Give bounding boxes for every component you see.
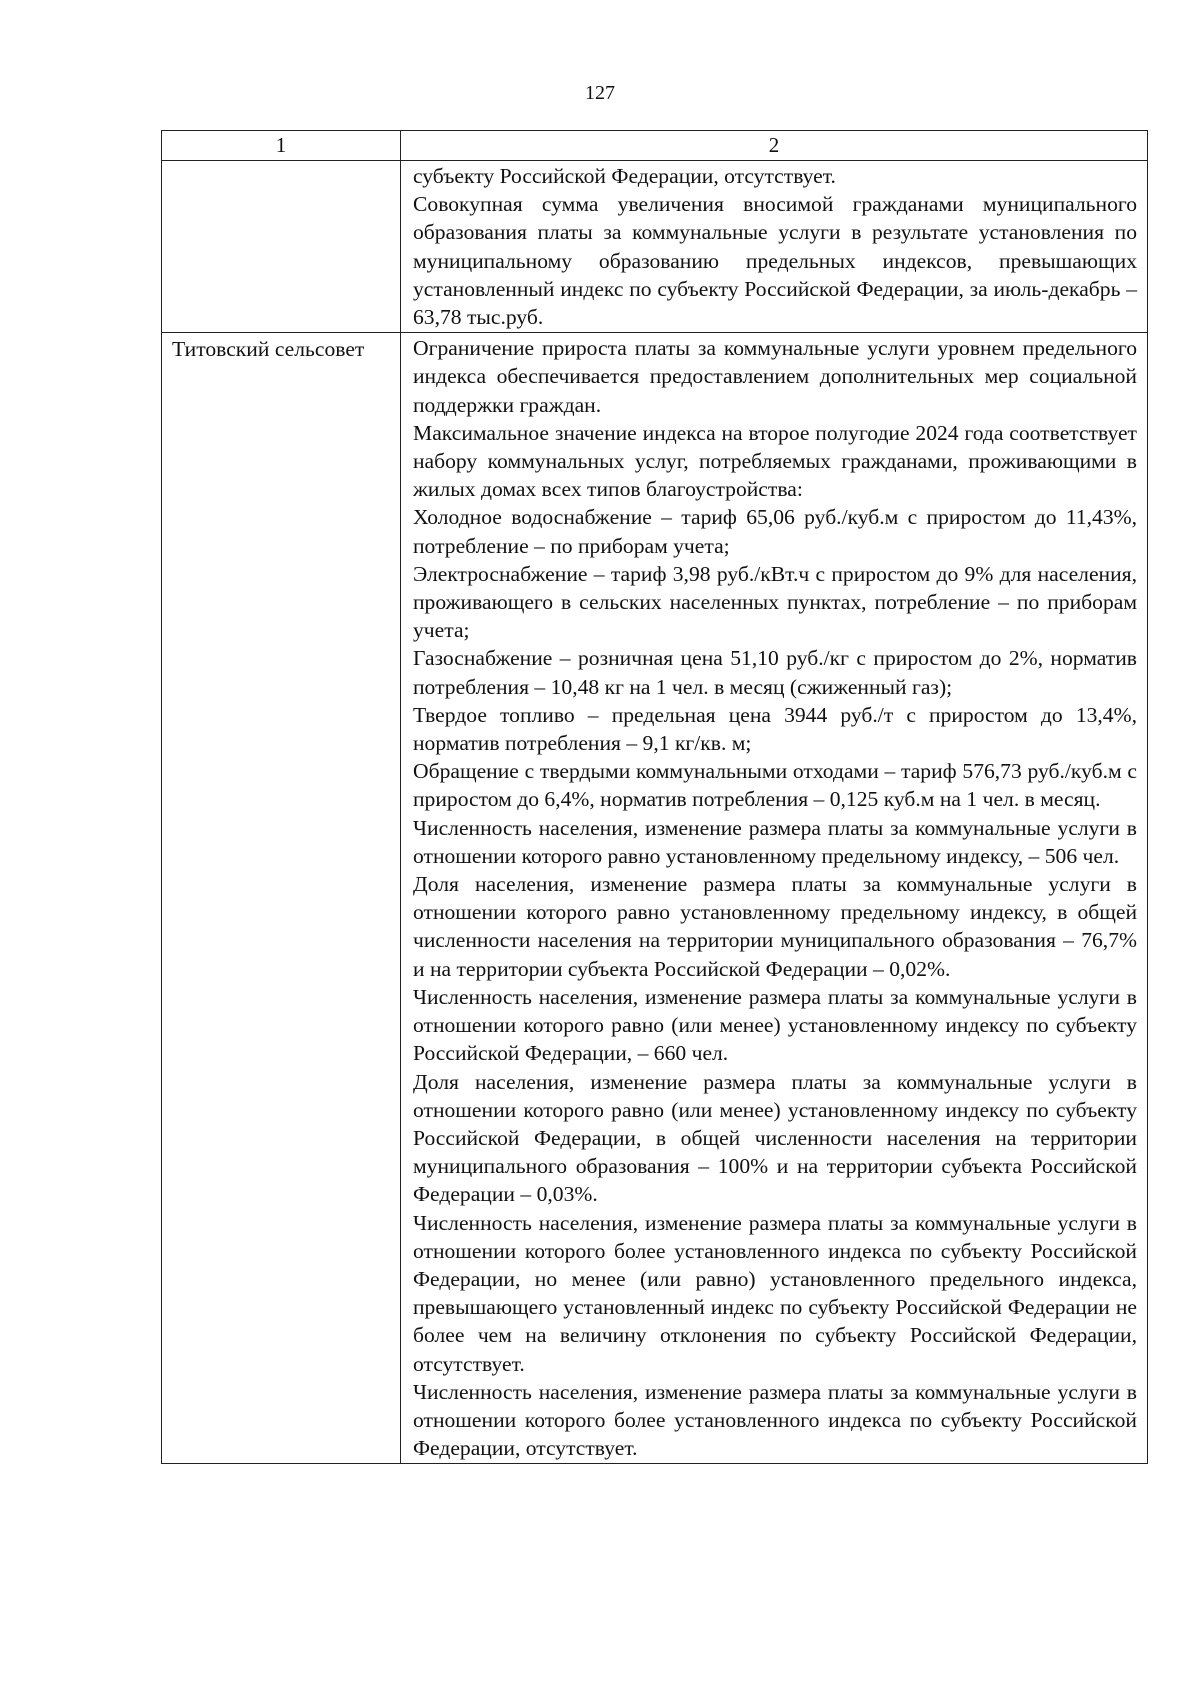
municipality-cell — [162, 333, 401, 1464]
column-header-1: 1 — [162, 131, 401, 161]
table-row — [162, 333, 1148, 1464]
paragraph: Совокупная сумма увеличения вносимой гражданами муниципального образования платы за коммунальные услуги в результате установления по муниципальному образованию предельных индексов, превышающих установленный индекс по субъекту Российской Федерации, за июль-декабрь – 63,78 тыс.руб. — [413, 192, 1137, 330]
paragraph: Обращение с твердыми коммунальными отходами – тариф 576,73 руб./куб.м с приростом до 6,4%, норматив потребления – 0,125 куб.м на 1 чел. в месяц. — [413, 759, 1137, 812]
paragraph: Доля населения, изменение размера платы за коммунальные услуги в отношении которого равно (или менее) установленному индексу по субъекту Российской Федерации, в общей численности населения на территории муниципального образования – 100% и на территории субъекта Российской Федерации – 0,03%. — [413, 1069, 1137, 1207]
paragraph: Газоснабжение – розничная цена 51,10 руб./кг с приростом до 2%, норматив потребления – 10,48 кг на 1 чел. в месяц (сжиженный газ); — [413, 646, 1137, 699]
municipal-index-table — [161, 130, 1148, 1464]
paragraph: Холодное водоснабжение – тариф 65,06 руб./куб.м с приростом до 11,43%, потребление – по приборам учета; — [413, 505, 1137, 558]
paragraph: Численность населения, изменение размера платы за коммунальные услуги в отношении которого более установленного индекса по субъекту Российской Федерации, отсутствует. — [413, 1379, 1137, 1461]
paragraph: Численность населения, изменение размера платы за коммунальные услуги в отношении которого равно (или менее) установленному индексу по субъекту Российской Федерации, – 660 чел. — [413, 984, 1137, 1066]
paragraph: Максимальное значение индекса на второе полугодие 2024 года соответствует набору коммунальных услуг, потребляемых гражданами, проживающими в жилых домах всех типов благоустройства: — [413, 420, 1137, 502]
page-number: 127 — [585, 82, 615, 104]
paragraph: Доля населения, изменение размера платы за коммунальные услуги в отношении которого равно установленному предельному индексу, в общей численности населения на территории муниципального образования – 76,7% и на территории субъекта Российской Федерации – 0,02%. — [413, 872, 1137, 981]
paragraph: Ограничение прироста платы за коммунальные услуги уровнем предельного индекса обеспечивается предоставлением дополнительных мер социальной поддержки граждан. — [413, 336, 1137, 417]
description-cell — [401, 333, 1148, 1464]
paragraph: Твердое топливо – предельная цена 3944 руб./т с приростом до 13,4%, норматив потребления – 9,1 кг/кв. м; — [413, 702, 1137, 756]
paragraph: Электроснабжение – тариф 3,98 руб./кВт.ч с приростом до 9% для населения, проживающего в сельских населенных пунктах, потребление – по приборам учета; — [413, 561, 1137, 643]
description-cell — [401, 161, 1148, 333]
table-row — [162, 161, 1148, 333]
municipality-name: Титовский сельсовет — [172, 337, 365, 362]
column-header-2: 2 — [401, 131, 1148, 161]
paragraph: субъекту Российской Федерации, отсутствует. — [413, 164, 836, 188]
paragraph: Численность населения, изменение размера платы за коммунальные услуги в отношении которого более установленного индекса по субъекту Российской Федерации, но менее (или равно) установленного предельного индекса, превышающего установленный индекс по субъекту Российской Федерации не более чем на величину отклонения по субъекту Российской Федерации, отсутствует. — [413, 1210, 1137, 1376]
paragraph: Численность населения, изменение размера платы за коммунальные услуги в отношении которого равно установленному предельному индексу, – 506 чел. — [413, 815, 1137, 868]
table-header-row — [162, 131, 1148, 161]
municipality-cell — [162, 161, 401, 333]
